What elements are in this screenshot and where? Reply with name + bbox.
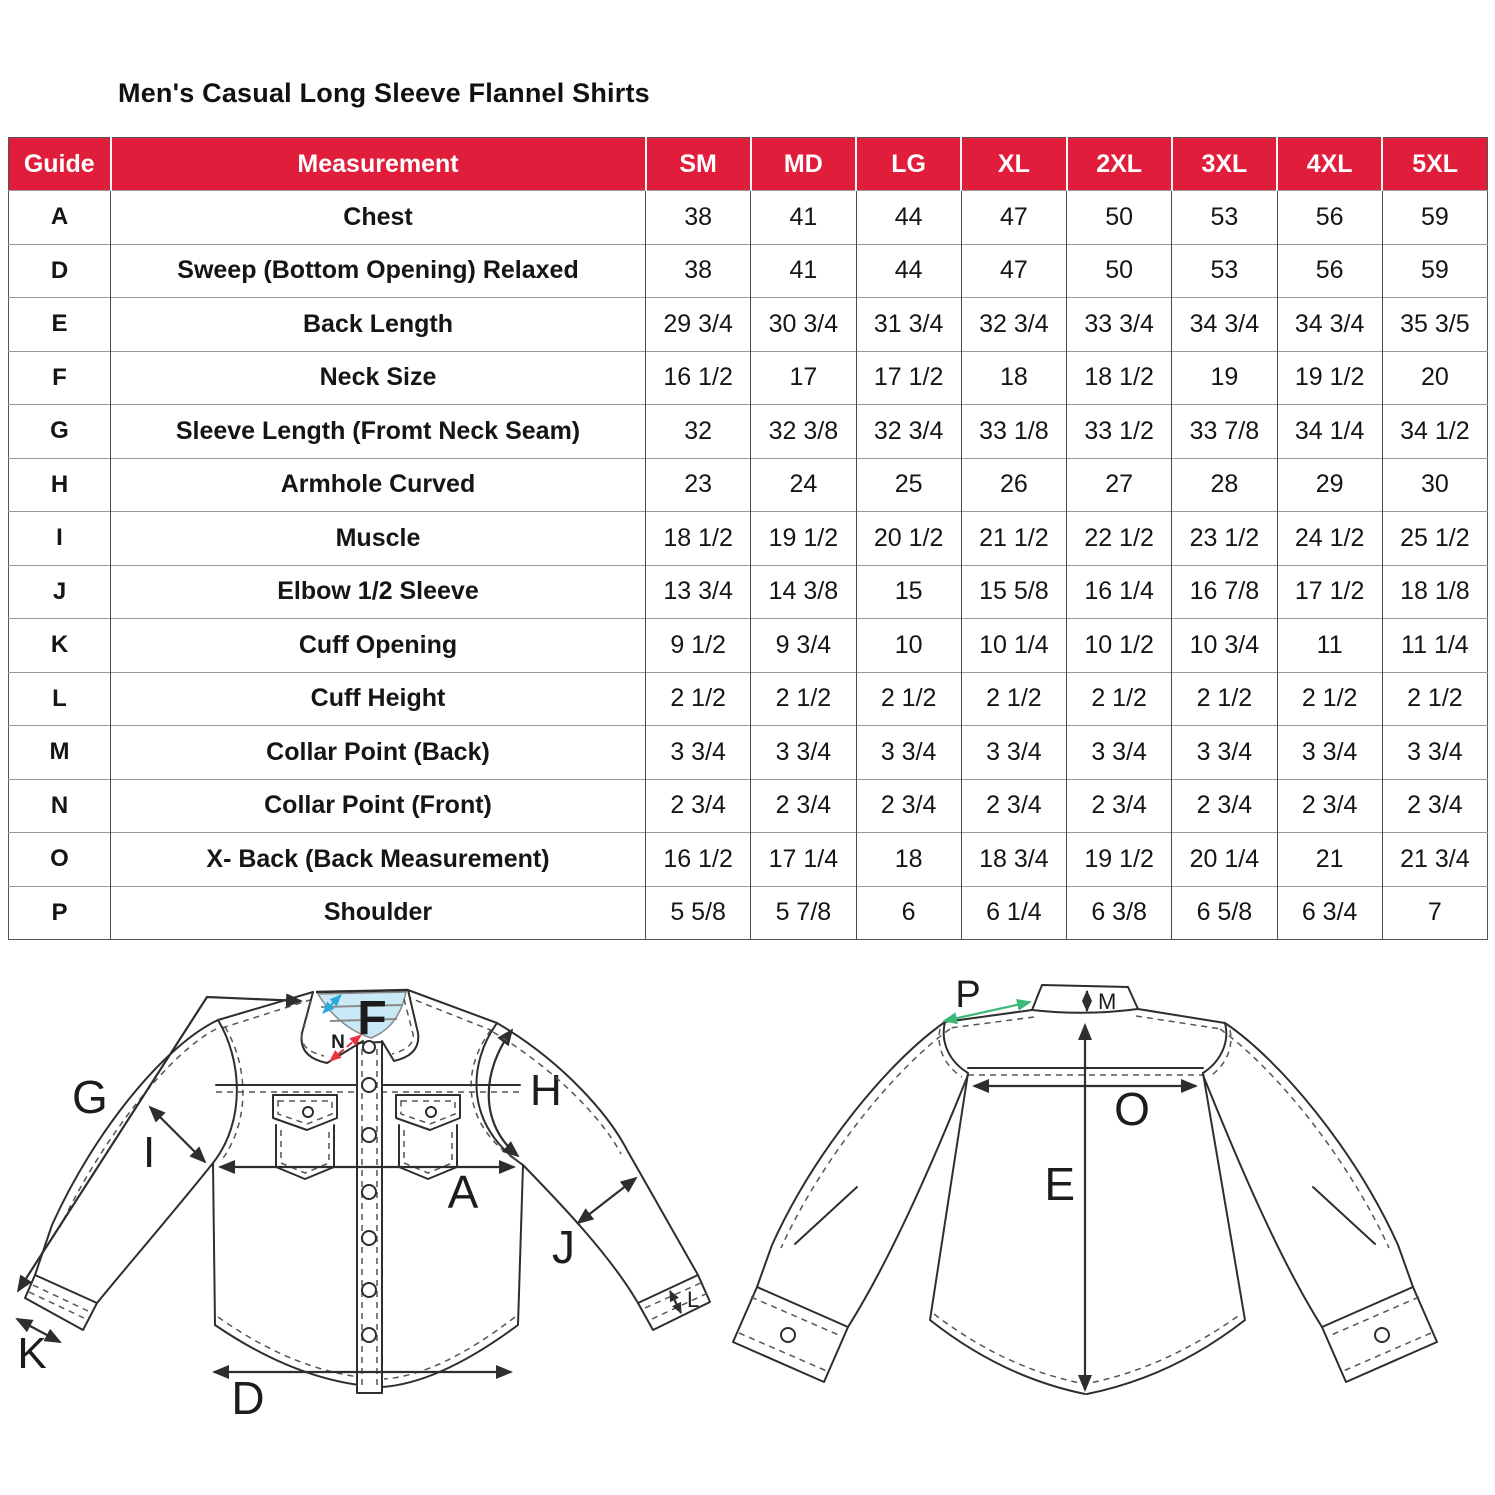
- value-cell: 2 1/2: [751, 672, 856, 726]
- value-cell: 56: [1277, 244, 1382, 298]
- table-row-M: [9, 726, 1488, 780]
- column-header-5xl: 5XL: [1382, 138, 1487, 191]
- value-cell: 18: [856, 833, 961, 887]
- value-cell: 16 1/2: [646, 833, 751, 887]
- value-cell: 7: [1382, 886, 1487, 940]
- value-cell: 5 7/8: [751, 886, 856, 940]
- value-cell: 56: [1277, 191, 1382, 245]
- guide-cell: D: [9, 244, 111, 298]
- value-cell: 20 1/2: [856, 512, 961, 566]
- value-cell: 18: [961, 351, 1066, 405]
- value-cell: 18 3/4: [961, 833, 1066, 887]
- value-cell: 2 1/2: [856, 672, 961, 726]
- front-right-sleeve: [493, 1023, 710, 1330]
- value-cell: 2 3/4: [1277, 779, 1382, 833]
- value-cell: 16 1/4: [1067, 565, 1172, 619]
- value-cell: 35 3/5: [1382, 298, 1487, 352]
- column-header-sm: SM: [646, 138, 751, 191]
- value-cell: 2 1/2: [1172, 672, 1277, 726]
- measurement-cell: Cuff Opening: [111, 619, 646, 673]
- value-cell: 5 5/8: [646, 886, 751, 940]
- diagram-label-F: F: [357, 992, 387, 1045]
- value-cell: 3 3/4: [961, 726, 1066, 780]
- measurement-cell: Muscle: [111, 512, 646, 566]
- value-cell: 34 1/4: [1277, 405, 1382, 459]
- value-cell: 47: [961, 191, 1066, 245]
- measurement-cell: Sweep (Bottom Opening) Relaxed: [111, 244, 646, 298]
- value-cell: 16 1/2: [646, 351, 751, 405]
- measurement-cell: Collar Point (Front): [111, 779, 646, 833]
- diagram-label-D: D: [231, 1372, 265, 1424]
- back-right-sleeve: [1203, 1023, 1437, 1382]
- value-cell: 34 1/2: [1382, 405, 1487, 459]
- diagram-label-H: H: [530, 1066, 562, 1115]
- guide-cell: M: [9, 726, 111, 780]
- value-cell: 2 1/2: [1277, 672, 1382, 726]
- table-row-D: [9, 244, 1488, 298]
- value-cell: 53: [1172, 191, 1277, 245]
- column-header-md: MD: [751, 138, 856, 191]
- value-cell: 2 3/4: [961, 779, 1066, 833]
- guide-cell: F: [9, 351, 111, 405]
- value-cell: 59: [1382, 191, 1487, 245]
- arrow-muscle-I: [150, 1107, 205, 1162]
- value-cell: 3 3/4: [646, 726, 751, 780]
- guide-cell: E: [9, 298, 111, 352]
- value-cell: 6 1/4: [961, 886, 1066, 940]
- value-cell: 10: [856, 619, 961, 673]
- value-cell: 41: [751, 244, 856, 298]
- table-row-E: [9, 298, 1488, 352]
- guide-cell: A: [9, 191, 111, 245]
- table-row-J: [9, 565, 1488, 619]
- value-cell: 3 3/4: [1382, 726, 1487, 780]
- value-cell: 3 3/4: [1172, 726, 1277, 780]
- value-cell: 11 1/4: [1382, 619, 1487, 673]
- measurement-cell: Armhole Curved: [111, 458, 646, 512]
- front-button-placket: [357, 1042, 382, 1393]
- value-cell: 17: [751, 351, 856, 405]
- arrow-elbow-J: [578, 1178, 636, 1223]
- value-cell: 44: [856, 191, 961, 245]
- value-cell: 2 3/4: [856, 779, 961, 833]
- diagram-label-P: P: [955, 974, 981, 1016]
- diagram-label-N: N: [331, 1032, 345, 1053]
- back-collar: [1032, 985, 1138, 1013]
- diagram-label-E: E: [1044, 1158, 1075, 1210]
- value-cell: 6 5/8: [1172, 886, 1277, 940]
- value-cell: 3 3/4: [1277, 726, 1382, 780]
- value-cell: 18 1/8: [1382, 565, 1487, 619]
- measurement-cell: X- Back (Back Measurement): [111, 833, 646, 887]
- value-cell: 28: [1172, 458, 1277, 512]
- value-cell: 31 3/4: [856, 298, 961, 352]
- table-row-L: [9, 672, 1488, 726]
- measurement-cell: Neck Size: [111, 351, 646, 405]
- value-cell: 53: [1172, 244, 1277, 298]
- value-cell: 33 3/4: [1067, 298, 1172, 352]
- value-cell: 6 3/4: [1277, 886, 1382, 940]
- value-cell: 34 3/4: [1172, 298, 1277, 352]
- value-cell: 16 7/8: [1172, 565, 1277, 619]
- guide-cell: O: [9, 833, 111, 887]
- value-cell: 19: [1172, 351, 1277, 405]
- value-cell: 17 1/4: [751, 833, 856, 887]
- value-cell: 23 1/2: [1172, 512, 1277, 566]
- value-cell: 33 1/2: [1067, 405, 1172, 459]
- value-cell: 33 1/8: [961, 405, 1066, 459]
- front-left-sleeve: [25, 1020, 218, 1330]
- value-cell: 32 3/4: [961, 298, 1066, 352]
- front-shirt-diagram: [17, 990, 710, 1424]
- measurement-cell: Sleeve Length (Fromt Neck Seam): [111, 405, 646, 459]
- value-cell: 21 3/4: [1382, 833, 1487, 887]
- column-header-xl: XL: [961, 138, 1066, 191]
- measurement-cell: Elbow 1/2 Sleeve: [111, 565, 646, 619]
- table-row-A: [9, 191, 1488, 245]
- back-shirt-diagram: [733, 974, 1437, 1394]
- measurement-cell: Shoulder: [111, 886, 646, 940]
- value-cell: 15: [856, 565, 961, 619]
- value-cell: 41: [751, 191, 856, 245]
- value-cell: 13 3/4: [646, 565, 751, 619]
- size-table: [8, 137, 1488, 940]
- measurement-cell: Chest: [111, 191, 646, 245]
- value-cell: 30 3/4: [751, 298, 856, 352]
- table-row-K: [9, 619, 1488, 673]
- value-cell: 2 1/2: [1382, 672, 1487, 726]
- value-cell: 2 3/4: [646, 779, 751, 833]
- value-cell: 10 1/4: [961, 619, 1066, 673]
- value-cell: 9 3/4: [751, 619, 856, 673]
- value-cell: 24 1/2: [1277, 512, 1382, 566]
- value-cell: 10 3/4: [1172, 619, 1277, 673]
- size-table-header-row: [9, 138, 1488, 191]
- value-cell: 19 1/2: [751, 512, 856, 566]
- value-cell: 20 1/4: [1172, 833, 1277, 887]
- value-cell: 2 3/4: [751, 779, 856, 833]
- value-cell: 32 3/8: [751, 405, 856, 459]
- value-cell: 2 3/4: [1172, 779, 1277, 833]
- diagram-label-I: I: [143, 1128, 156, 1177]
- measurement-cell: Back Length: [111, 298, 646, 352]
- value-cell: 3 3/4: [751, 726, 856, 780]
- value-cell: 59: [1382, 244, 1487, 298]
- value-cell: 30: [1382, 458, 1487, 512]
- table-row-G: [9, 405, 1488, 459]
- table-row-I: [9, 512, 1488, 566]
- guide-cell: I: [9, 512, 111, 566]
- value-cell: 3 3/4: [1067, 726, 1172, 780]
- value-cell: 33 7/8: [1172, 405, 1277, 459]
- value-cell: 20: [1382, 351, 1487, 405]
- arrow-sleeve-length-G: [18, 997, 301, 1291]
- diagram-label-K: K: [17, 1329, 47, 1378]
- value-cell: 14 3/8: [751, 565, 856, 619]
- page-title: Men's Casual Long Sleeve Flannel Shirts: [118, 78, 650, 108]
- value-cell: 34 3/4: [1277, 298, 1382, 352]
- diagram-label-O: O: [1114, 1083, 1150, 1135]
- measurement-cell: Collar Point (Back): [111, 726, 646, 780]
- guide-cell: G: [9, 405, 111, 459]
- value-cell: 6 3/8: [1067, 886, 1172, 940]
- value-cell: 2 1/2: [961, 672, 1066, 726]
- diagram-label-G: G: [72, 1071, 108, 1123]
- value-cell: 21 1/2: [961, 512, 1066, 566]
- guide-cell: N: [9, 779, 111, 833]
- value-cell: 32 3/4: [856, 405, 961, 459]
- diagram-label-J: J: [552, 1221, 575, 1273]
- value-cell: 9 1/2: [646, 619, 751, 673]
- value-cell: 19 1/2: [1277, 351, 1382, 405]
- table-row-O: [9, 833, 1488, 887]
- value-cell: 2 1/2: [1067, 672, 1172, 726]
- value-cell: 21: [1277, 833, 1382, 887]
- table-row-N: [9, 779, 1488, 833]
- guide-cell: L: [9, 672, 111, 726]
- value-cell: 15 5/8: [961, 565, 1066, 619]
- value-cell: 24: [751, 458, 856, 512]
- table-row-F: [9, 351, 1488, 405]
- table-row-H: [9, 458, 1488, 512]
- value-cell: 22 1/2: [1067, 512, 1172, 566]
- value-cell: 25 1/2: [1382, 512, 1487, 566]
- value-cell: 11: [1277, 619, 1382, 673]
- value-cell: 17 1/2: [856, 351, 961, 405]
- column-header-4xl: 4XL: [1277, 138, 1382, 191]
- guide-cell: J: [9, 565, 111, 619]
- column-header-2xl: 2XL: [1067, 138, 1172, 191]
- value-cell: 2 3/4: [1382, 779, 1487, 833]
- diagram-label-M: M: [1098, 989, 1117, 1014]
- column-header-lg: LG: [856, 138, 961, 191]
- value-cell: 38: [646, 244, 751, 298]
- back-left-sleeve: [733, 1022, 968, 1382]
- guide-cell: H: [9, 458, 111, 512]
- value-cell: 38: [646, 191, 751, 245]
- value-cell: 50: [1067, 244, 1172, 298]
- measurement-cell: Cuff Height: [111, 672, 646, 726]
- value-cell: 44: [856, 244, 961, 298]
- shirt-diagrams: [0, 935, 1495, 1495]
- value-cell: 27: [1067, 458, 1172, 512]
- value-cell: 29: [1277, 458, 1382, 512]
- value-cell: 18 1/2: [646, 512, 751, 566]
- value-cell: 10 1/2: [1067, 619, 1172, 673]
- column-header-measurement: Measurement: [111, 138, 646, 191]
- value-cell: 2 1/2: [646, 672, 751, 726]
- value-cell: 23: [646, 458, 751, 512]
- value-cell: 25: [856, 458, 961, 512]
- value-cell: 29 3/4: [646, 298, 751, 352]
- value-cell: 6: [856, 886, 961, 940]
- value-cell: 26: [961, 458, 1066, 512]
- column-header-3xl: 3XL: [1172, 138, 1277, 191]
- guide-cell: P: [9, 886, 111, 940]
- value-cell: 47: [961, 244, 1066, 298]
- value-cell: 18 1/2: [1067, 351, 1172, 405]
- back-body: [930, 1009, 1245, 1394]
- value-cell: 3 3/4: [856, 726, 961, 780]
- diagram-label-L: L: [687, 1287, 700, 1312]
- table-row-P: [9, 886, 1488, 940]
- guide-cell: K: [9, 619, 111, 673]
- value-cell: 19 1/2: [1067, 833, 1172, 887]
- value-cell: 2 3/4: [1067, 779, 1172, 833]
- diagram-label-A: A: [447, 1166, 479, 1218]
- value-cell: 32: [646, 405, 751, 459]
- value-cell: 50: [1067, 191, 1172, 245]
- column-header-guide: Guide: [9, 138, 111, 191]
- value-cell: 17 1/2: [1277, 565, 1382, 619]
